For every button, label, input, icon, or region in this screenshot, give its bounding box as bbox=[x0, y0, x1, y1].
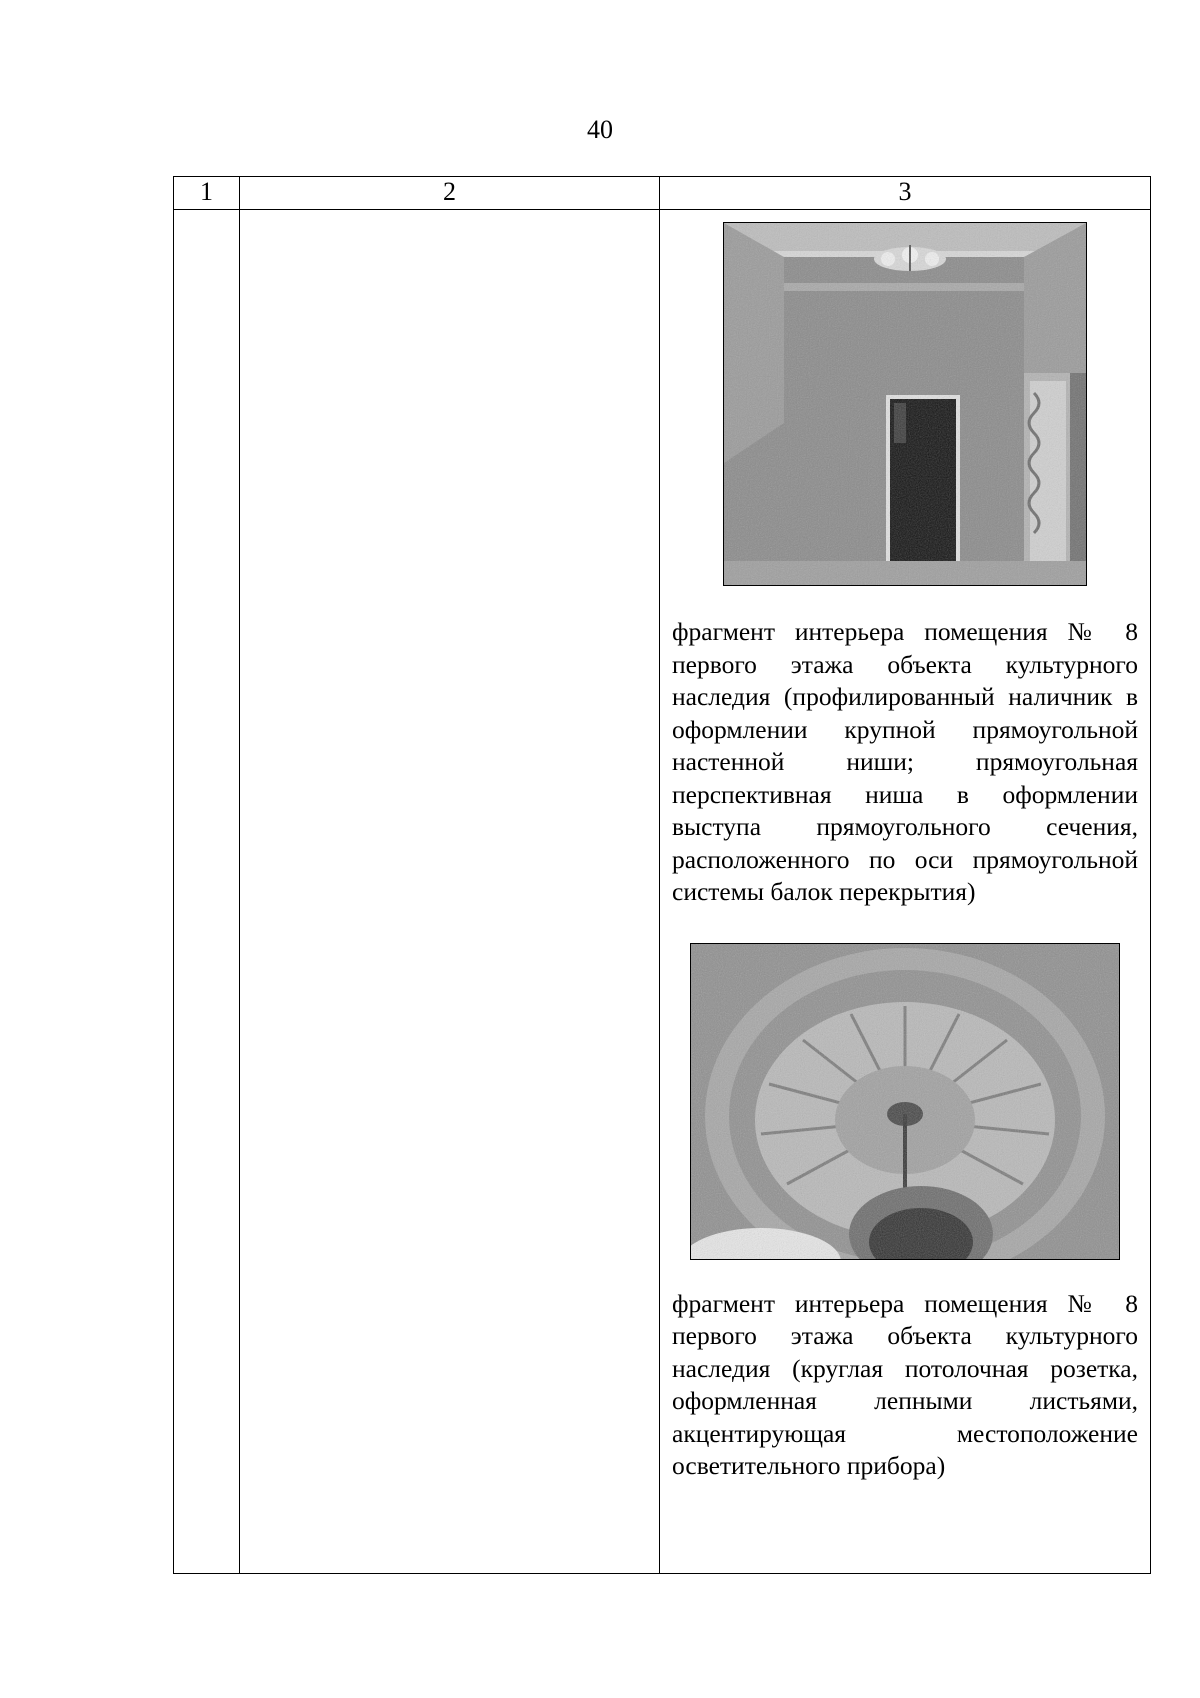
photo-caption: фрагмент интерьера помещения № 8 первого этажа объекта культурного наследия (профилированный наличник в оформлении крупной прямоугольной настенной ниши; прямоугольная перспективная ниша в оформлении выступа прямоугольного сечения, расположенного по оси прямоугольной системы балок перекрытия) bbox=[672, 617, 1138, 906]
page-number: 40 bbox=[587, 115, 613, 144]
table-header-row bbox=[174, 177, 1151, 210]
header-col-2: 2 bbox=[240, 177, 660, 210]
cell-col-1 bbox=[174, 210, 240, 1574]
ceiling-rosette-photo-icon bbox=[690, 943, 1120, 1260]
document-table bbox=[173, 176, 1151, 1574]
cell-col-2 bbox=[240, 210, 660, 1574]
photo-caption: фрагмент интерьера помещения № 8 первого этажа объекта культурного наследия (круглая потолочная розетка, оформленная лепными листьями, акцентирующая местоположение осветительного прибора) bbox=[672, 1288, 1138, 1480]
cell-col-3 bbox=[660, 210, 1151, 1574]
header-col-1: 1 bbox=[174, 177, 240, 210]
interior-doorway-photo-icon bbox=[723, 222, 1087, 586]
table-row bbox=[174, 210, 1151, 1574]
header-col-3: 3 bbox=[660, 177, 1151, 210]
